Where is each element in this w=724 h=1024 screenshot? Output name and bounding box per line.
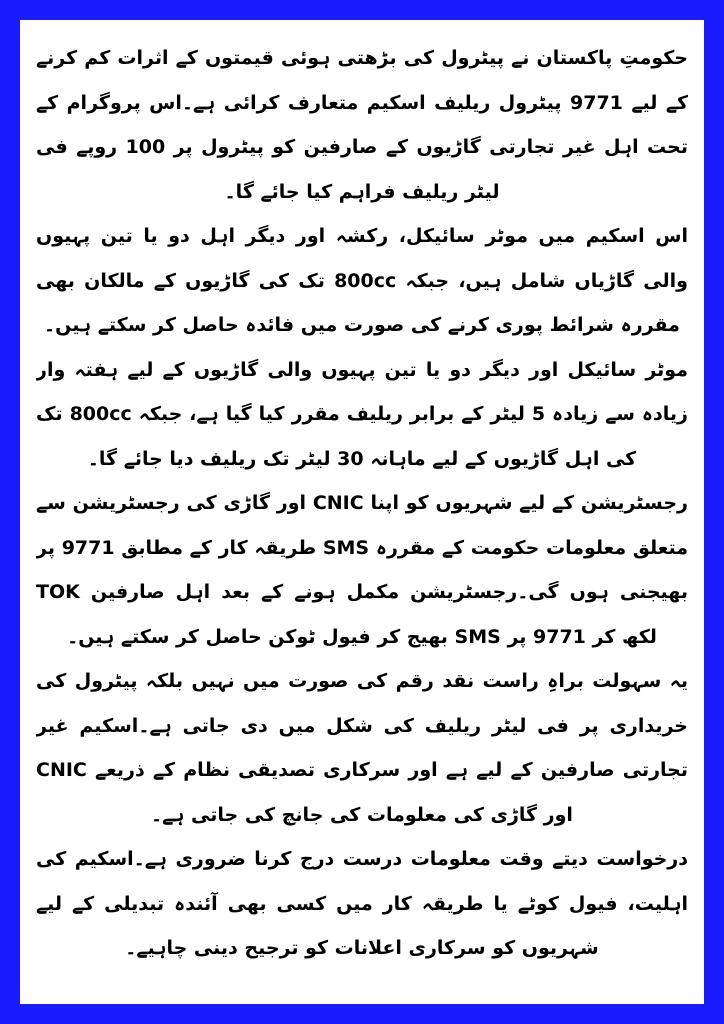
paragraph-relief-nature: یہ سہولت براہِ راست نقد رقم کی صورت میں نہیں بلکہ پیٹرول کی خریداری پر فی لیٹر ریلیف کی شکل میں دی جاتی ہے۔اسکیم غیر تجارتی صارفین کے لیے ہے اور سرکاری تصدیقی نظام کے ذریعے CNIC اور گاڑی کی معلومات کی جانچ کی جاتی ہے۔ xyxy=(36,670,688,826)
urdu-article-body xyxy=(36,36,688,988)
paragraph-registration-process: رجسٹریشن کے لیے شہریوں کو اپنا CNIC اور گاڑی کی رجسٹریشن سے متعلق معلومات حکومت کے مقررہ SMS طریقہ کار کے مطابق 9771 پر بھیجنی ہوں گی۔رجسٹریشن مکمل ہونے کے بعد اہل صارفین TOK لکھ کر 9771 پر SMS بھیج کر فیول ٹوکن حاصل کر سکتے ہیں۔ xyxy=(36,492,688,648)
paragraph-eligible-vehicles: اس اسکیم میں موٹر سائیکل، رکشہ اور دیگر اہل دو یا تین پہیوں والی گاڑیاں شامل ہیں، جبکہ 800cc تک کی گاڑیوں کے مالکان بھی مقررہ شرائط پوری کرنے کی صورت میں فائدہ حاصل کر سکتے ہیں۔ xyxy=(36,225,688,336)
paragraph-relief-quota: موٹر سائیکل اور دیگر دو یا تین پہیوں والی گاڑیوں کے لیے ہفتہ وار زیادہ سے زیادہ 5 لیٹر کے برابر ریلیف مقرر کیا گیا ہے، جبکہ 800cc تک کی اہل گاڑیوں کے لیے ماہانہ 30 لیٹر تک ریلیف دیا جائے گا۔ xyxy=(36,358,688,470)
paragraph-scheme-introduction: حکومتِ پاکستان نے پیٹرول کی بڑھتی ہوئی قیمتوں کے اثرات کم کرنے کے لیے 9771 پیٹرول ریلیف اسکیم متعارف کرائی ہے۔اس پروگرام کے تحت اہل غیر تجارتی گاڑیوں کے صارفین کو پیٹرول پر 100 روپے فی لیٹر ریلیف فراہم کیا جائے گا۔ xyxy=(36,47,688,203)
paragraph-application-advice: درخواست دیتے وقت معلومات درست درج کرنا ضروری ہے۔اسکیم کی اہلیت، فیول کوٹے یا طریقہ کار میں کسی بھی آئندہ تبدیلی کے لیے شہریوں کو سرکاری اعلانات کو ترجیح دینی چاہیے۔ xyxy=(36,848,688,959)
